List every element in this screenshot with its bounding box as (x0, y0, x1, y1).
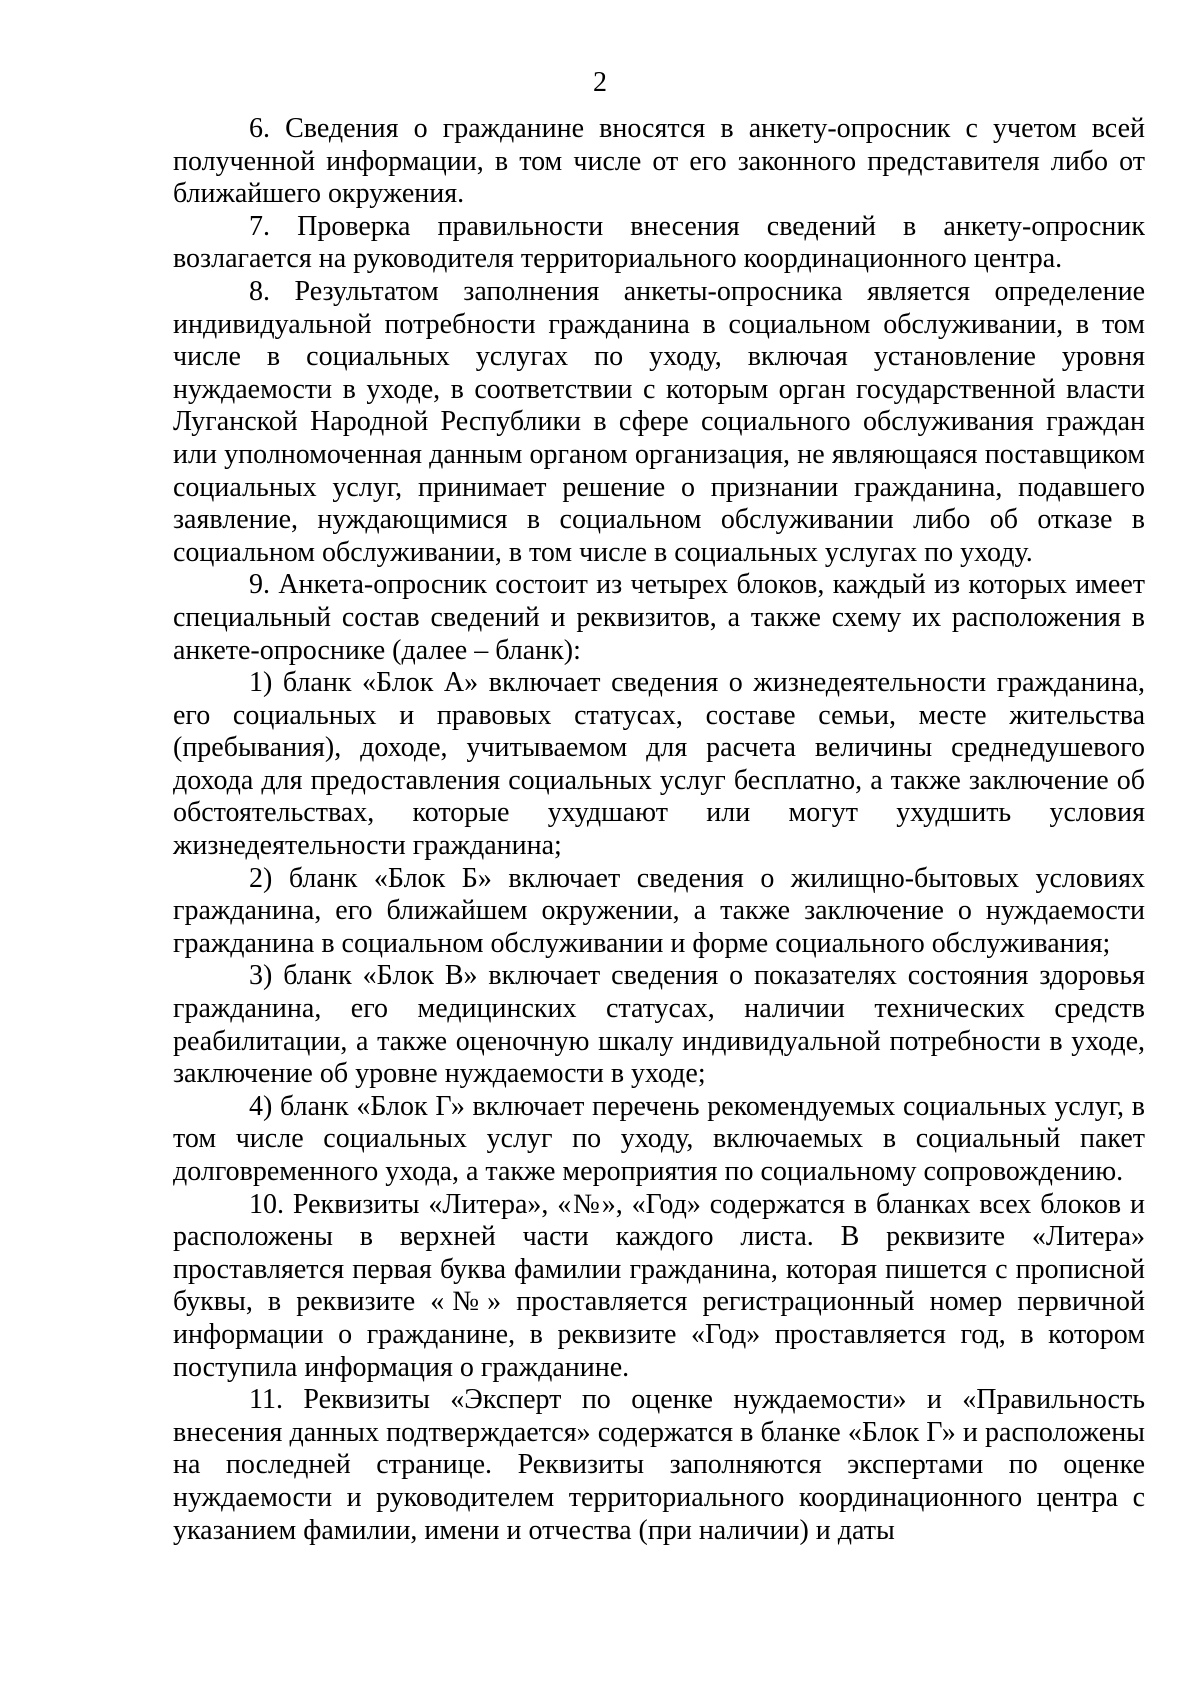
subparagraph-block-g: 4) бланк «Блок Г» включает перечень рекомендуемых социальных услуг, в том числе социальных услуг по уходу, включаемых в социальный пакет долговременного ухода, а также мероприятия по социальному сопровождению. (173, 1090, 1145, 1187)
subparagraph-block-b: 2) бланк «Блок Б» включает сведения о жилищно-бытовых условиях гражданина, его ближайшем окружении, а также заключение о нуждаемости гражданина в социальном обслуживании и форме социального обслуживания; (173, 862, 1145, 959)
paragraph-11: 11. Реквизиты «Эксперт по оценке нуждаемости» и «Правильность внесения данных подтверждается» содержатся в бланке «Блок Г» и расположены на последней странице. Реквизиты заполняются экспертами по оценке нуждаемости и руководителем территориального координационного центра с указанием фамилии, имени и отчества (при наличии) и даты (173, 1384, 1145, 1546)
paragraph-9: 9. Анкета-опросник состоит из четырех блоков, каждый из которых имеет специальный состав сведений и реквизитов, а также схему их расположения в анкете-опроснике (далее – бланк): (173, 569, 1145, 666)
subparagraph-block-v: 3) бланк «Блок В» включает сведения о показателях состояния здоровья гражданина, его медицинских статусах, наличии технических средств реабилитации, а также оценочную шкалу индивидуальной потребности в уходе, заключение об уровне нуждаемости в уходе; (173, 960, 1145, 1090)
paragraph-8: 8. Результатом заполнения анкеты-опросника является определение индивидуальной потребности гражданина в социальном обслуживании, в том числе в социальных услугах по уходу, включая установление уровня нуждаемости в уходе, в соответствии с которым орган государственной власти Луганской Народной Республики в сфере социального обслуживания граждан или уполномоченная данным органом организация, не являющаяся поставщиком социальных услуг, принимает решение о признании гражданина, подавшего заявление, нуждающимися в социальном обслуживании либо об отказе в социальном обслуживании, в том числе в социальных услугах по уходу. (173, 275, 1145, 568)
paragraph-6: 6. Сведения о гражданине вносятся в анкету-опросник с учетом всей полученной информации, в том числе от его законного представителя либо от ближайшего окружения. (173, 113, 1145, 210)
document-body (173, 113, 1145, 1547)
paragraph-10: 10. Реквизиты «Литера», «№», «Год» содержатся в бланках всех блоков и расположены в верхней части каждого листа. В реквизите «Литера» проставляется первая буква фамилии гражданина, которая пишется с прописной буквы, в реквизите «№» проставляется регистрационный номер первичной информации о гражданине, в реквизите «Год» проставляется год, в котором поступила информация о гражданине. (173, 1188, 1145, 1383)
page-number: 2 (593, 67, 607, 98)
paragraph-7: 7. Проверка правильности внесения сведений в анкету-опросник возлагается на руководителя территориального координационного центра. (173, 210, 1145, 275)
subparagraph-block-a: 1) бланк «Блок А» включает сведения о жизнедеятельности гражданина, его социальных и правовых статусах, составе семьи, месте жительства (пребывания), доходе, учитываемом для расчета величины среднедушевого дохода для предоставления социальных услуг бесплатно, а также заключение об обстоятельствах, которые ухудшают или могут ухудшить условия жизнедеятельности гражданина; (173, 667, 1145, 862)
